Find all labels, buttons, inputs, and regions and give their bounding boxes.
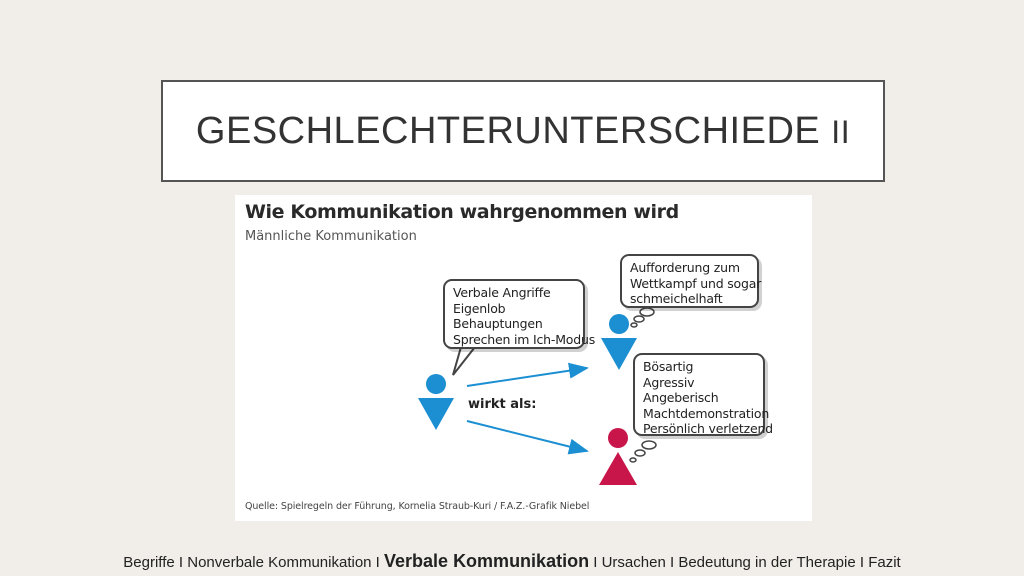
- connector-label: wirkt als:: [468, 397, 537, 412]
- footer-item-bedeutung-in-der-therapie[interactable]: Bedeutung in der Therapie: [678, 554, 856, 571]
- slide-title-main: GESCHLECHTERUNTERSCHIEDE: [195, 109, 821, 152]
- arrow-to-male: [467, 368, 587, 386]
- male-bubble-line: Aufforderung zum: [630, 260, 740, 275]
- footer-separator: I: [593, 554, 598, 571]
- figure-title: Wie Kommunikation wahrgenommen wird: [245, 201, 679, 223]
- male-bubble-line: schmeichelhaft: [630, 291, 723, 306]
- footer-navigation: [0, 551, 1024, 572]
- figure-source: Quelle: Spielregeln der Führung, Kornelia Straub-Kuri / F.A.Z.-Grafik Niebel: [245, 501, 590, 512]
- female-reaction-thought-bubble: [633, 353, 773, 436]
- arrow-to-female: [467, 421, 587, 451]
- female-bubble-line: Bösartig: [643, 359, 694, 374]
- slide-title: [196, 110, 850, 153]
- female-bubble-line: Agressiv: [643, 374, 695, 390]
- footer-item-ursachen[interactable]: Ursachen: [601, 554, 666, 571]
- speaker-body-icon: [418, 398, 454, 430]
- thought-dots-female: [630, 441, 656, 462]
- female-receiver-body-icon: [599, 452, 637, 485]
- speaker-bubble-line: Sprechen im Ich-Modus: [453, 331, 596, 347]
- speaker-speech-bubble: [443, 279, 596, 349]
- slide-title-box: [161, 80, 885, 182]
- thought-dots-male: [631, 308, 654, 327]
- male-reaction-thought-bubble: [620, 254, 762, 308]
- slide-title-suffix: II: [831, 113, 851, 150]
- female-bubble-line: Persönlich verletzend: [643, 421, 773, 436]
- male-bubble-line: Wettkampf und sogar: [630, 275, 762, 291]
- female-bubble-line: Angeberisch: [643, 390, 719, 405]
- male-receiver-head-icon: [609, 314, 629, 334]
- footer-separator: I: [669, 554, 675, 571]
- footer-item-verbale-kommunikation[interactable]: Verbale Kommunikation: [384, 551, 590, 571]
- speaker-head-icon: [426, 374, 446, 394]
- footer-item-fazit[interactable]: Fazit: [868, 554, 901, 571]
- footer-item-nonverbale-kommunikation[interactable]: Nonverbale Kommunikation: [187, 554, 372, 571]
- footer-separator: I: [178, 554, 184, 571]
- female-bubble-line: Machtdemonstration: [643, 405, 770, 421]
- speaker-bubble-line: Behauptungen: [453, 316, 543, 331]
- footer-separator: I: [375, 554, 380, 571]
- speaker-bubble-line: Verbale Angriffe: [453, 285, 551, 300]
- footer-item-begriffe[interactable]: Begriffe: [123, 554, 175, 571]
- communication-figure: [235, 195, 812, 521]
- female-receiver-head-icon: [608, 428, 628, 448]
- figure-subtitle: Männliche Kommunikation: [245, 229, 417, 244]
- footer-separator: I: [859, 554, 865, 571]
- male-receiver-body-icon: [601, 338, 637, 370]
- speaker-bubble-tail: [453, 347, 475, 375]
- speaker-bubble-line: Eigenlob: [453, 300, 506, 316]
